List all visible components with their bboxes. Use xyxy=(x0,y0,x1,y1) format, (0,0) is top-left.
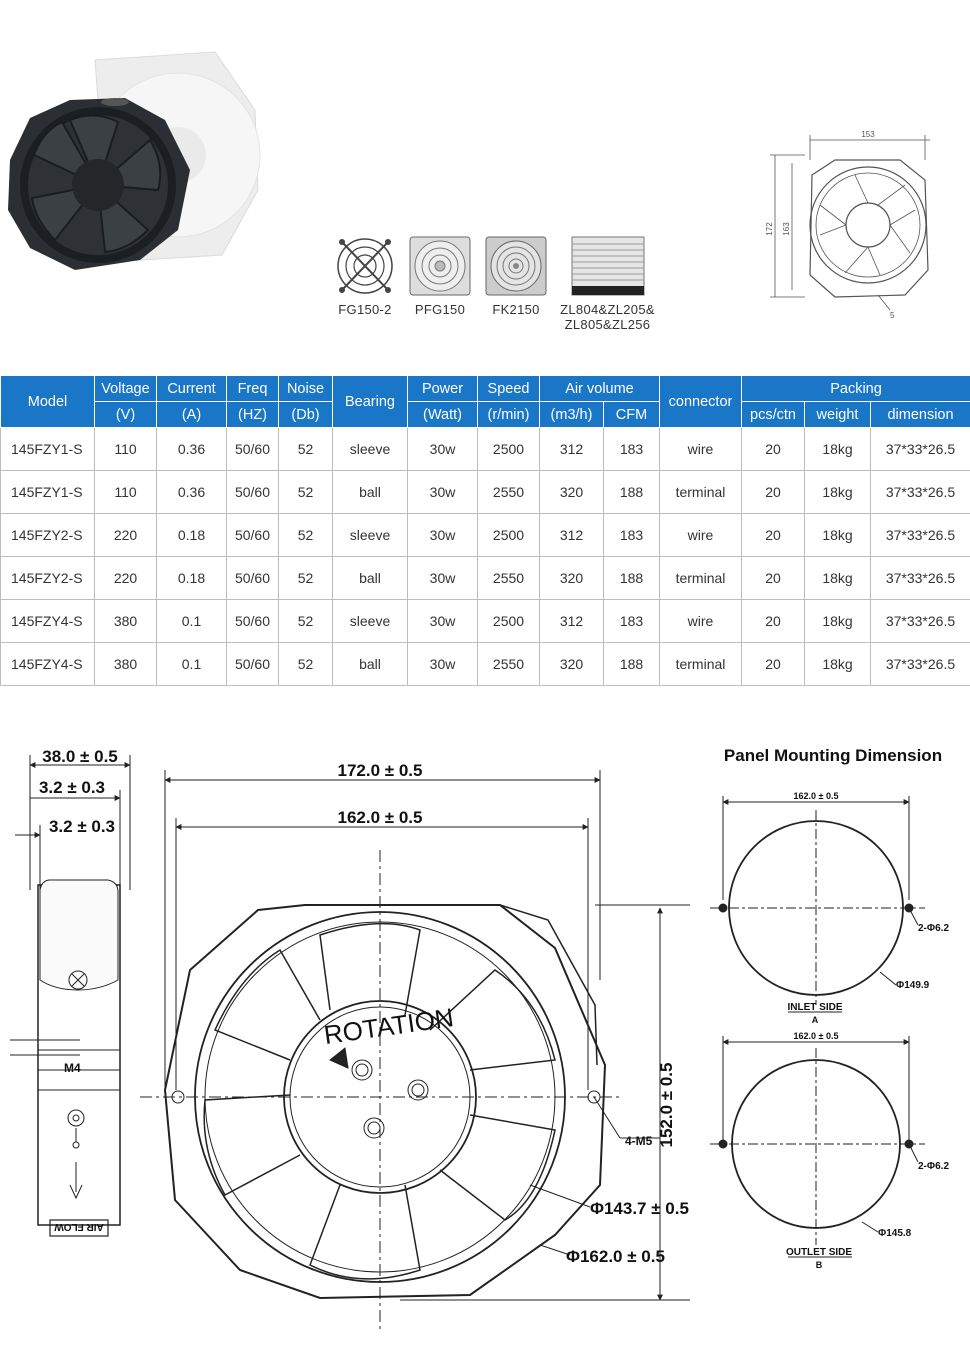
accessory-fk2150 xyxy=(481,236,551,317)
table-cell: 0.18 xyxy=(157,557,227,600)
technical-drawings xyxy=(0,730,970,1350)
plastic-finger-guard-icon xyxy=(409,236,471,296)
table-cell: wire xyxy=(660,428,742,471)
table-cell: 0.36 xyxy=(157,471,227,514)
side-airflow-label: AIR FLOW xyxy=(54,1221,104,1232)
header-power-unit: (Watt) xyxy=(408,402,478,428)
table-cell: 37*33*26.5 xyxy=(871,643,970,686)
side-dim-38: 38.0 ± 0.5 xyxy=(42,747,118,766)
header-m3h: (m3/h) xyxy=(540,402,604,428)
table-cell: terminal xyxy=(660,643,742,686)
outlet-letter: B xyxy=(815,1260,823,1270)
table-cell: 52 xyxy=(279,557,333,600)
table-cell: 50/60 xyxy=(227,471,279,514)
table-cell: 2550 xyxy=(478,643,540,686)
table-cell: 320 xyxy=(540,643,604,686)
table-cell: 18kg xyxy=(805,643,871,686)
front-phi-143: Φ143.7 ± 0.5 xyxy=(590,1199,689,1218)
table-cell: ball xyxy=(333,557,408,600)
header-voltage-unit: (V) xyxy=(95,402,157,428)
header-speed-unit: (r/min) xyxy=(478,402,540,428)
spec-table xyxy=(0,375,970,686)
table-cell: 145FZY4-S xyxy=(1,600,95,643)
table-cell: 183 xyxy=(604,428,660,471)
table-cell: sleeve xyxy=(333,514,408,557)
table-cell: 145FZY2-S xyxy=(1,557,95,600)
table-cell: terminal xyxy=(660,557,742,600)
finger-guard-cross-icon xyxy=(336,236,394,296)
rotation-label: ROTATION xyxy=(322,1002,456,1051)
table-cell: 2550 xyxy=(478,471,540,514)
table-cell: 2500 xyxy=(478,514,540,557)
table-row xyxy=(1,643,970,686)
table-cell: 183 xyxy=(604,600,660,643)
front-phi-162: Φ162.0 ± 0.5 xyxy=(566,1247,665,1266)
table-cell: sleeve xyxy=(333,428,408,471)
front-height: 152.0 ± 0.5 xyxy=(657,1062,676,1148)
inlet-phi: Φ149.9 xyxy=(896,980,930,991)
fan-guard-icon xyxy=(485,236,547,296)
panel-outlet-drawing xyxy=(710,1036,925,1257)
inlet-width: 162.0 ± 0.5 xyxy=(793,791,839,801)
table-cell: 380 xyxy=(95,643,157,686)
table-cell: sleeve xyxy=(333,600,408,643)
top-dimension-drawing xyxy=(760,125,930,325)
panel-title: Panel Mounting Dimension xyxy=(723,746,943,765)
table-cell: 188 xyxy=(604,471,660,514)
fan-product-photo xyxy=(0,40,270,300)
table-cell: 50/60 xyxy=(227,514,279,557)
panel-inlet-drawing xyxy=(710,796,925,1012)
header-freq-unit: (HZ) xyxy=(227,402,279,428)
table-cell: 30w xyxy=(408,600,478,643)
table-cell: 37*33*26.5 xyxy=(871,428,970,471)
table-cell: 18kg xyxy=(805,428,871,471)
table-cell: 110 xyxy=(95,428,157,471)
filter-icon xyxy=(571,236,645,296)
table-cell: 30w xyxy=(408,557,478,600)
accessory-fg150-2 xyxy=(330,236,400,317)
table-cell: 30w xyxy=(408,643,478,686)
table-cell: 145FZY2-S xyxy=(1,514,95,557)
top-height-outer-label: 172 xyxy=(765,222,774,236)
table-cell: 380 xyxy=(95,600,157,643)
table-cell: ball xyxy=(333,643,408,686)
table-row xyxy=(1,600,970,643)
table-body xyxy=(1,428,970,686)
top-hole-label: 5 xyxy=(890,311,895,320)
table-cell: 220 xyxy=(95,514,157,557)
table-cell: 18kg xyxy=(805,600,871,643)
header-speed: Speed xyxy=(478,376,540,402)
table-cell: wire xyxy=(660,514,742,557)
header-noise: Noise xyxy=(279,376,333,402)
table-cell: 320 xyxy=(540,471,604,514)
header-pcs: pcs/ctn xyxy=(742,402,805,428)
table-cell: 52 xyxy=(279,428,333,471)
accessory-label: ZL804&ZL205& xyxy=(560,302,655,317)
header-weight: weight xyxy=(805,402,871,428)
top-width-label: 153 xyxy=(861,130,875,139)
inlet-side-label: INLET SIDE xyxy=(787,1002,843,1013)
header-current: Current xyxy=(157,376,227,402)
accessory-filters xyxy=(555,236,660,332)
front-view xyxy=(140,770,690,1330)
front-width-inner: 162.0 ± 0.5 xyxy=(337,808,423,827)
table-cell: 20 xyxy=(742,428,805,471)
table-cell: 20 xyxy=(742,643,805,686)
table-cell: 20 xyxy=(742,514,805,557)
table-cell: 188 xyxy=(604,643,660,686)
table-cell: 312 xyxy=(540,428,604,471)
table-cell: 37*33*26.5 xyxy=(871,471,970,514)
table-cell: 312 xyxy=(540,514,604,557)
table-cell: terminal xyxy=(660,471,742,514)
table-cell: 2550 xyxy=(478,557,540,600)
header-current-unit: (A) xyxy=(157,402,227,428)
accessory-label: FG150-2 xyxy=(338,302,392,317)
inlet-letter: A xyxy=(811,1015,819,1025)
table-cell: 2500 xyxy=(478,428,540,471)
inlet-holes: 2-Φ6.2 xyxy=(918,923,950,934)
outlet-width: 162.0 ± 0.5 xyxy=(793,1031,839,1041)
accessory-label-2: ZL805&ZL256 xyxy=(564,317,651,332)
table-cell: 0.1 xyxy=(157,600,227,643)
table-cell: 52 xyxy=(279,514,333,557)
side-dim-3-2-b: 3.2 ± 0.3 xyxy=(48,817,116,836)
table-cell: 50/60 xyxy=(227,428,279,471)
header-model: Model xyxy=(1,376,95,428)
outlet-holes: 2-Φ6.2 xyxy=(918,1161,950,1172)
table-cell: 52 xyxy=(279,643,333,686)
front-holes-label: 4-M5 xyxy=(625,1134,653,1148)
table-cell: 145FZY4-S xyxy=(1,643,95,686)
table-row xyxy=(1,428,970,471)
table-cell: 37*33*26.5 xyxy=(871,600,970,643)
top-height-inner-label: 163 xyxy=(782,222,791,236)
table-cell: wire xyxy=(660,600,742,643)
table-subheader-row xyxy=(1,402,970,428)
table-cell: 320 xyxy=(540,557,604,600)
table-cell: 2500 xyxy=(478,600,540,643)
header-connector: connector xyxy=(660,376,742,428)
header-bearing: Bearing xyxy=(333,376,408,428)
header-power: Power xyxy=(408,376,478,402)
table-cell: 220 xyxy=(95,557,157,600)
header-noise-unit: (Db) xyxy=(279,402,333,428)
table-cell: 37*33*26.5 xyxy=(871,557,970,600)
header-dimension: dimension xyxy=(871,402,970,428)
table-cell: 37*33*26.5 xyxy=(871,514,970,557)
table-cell: 18kg xyxy=(805,514,871,557)
table-cell: 50/60 xyxy=(227,600,279,643)
table-cell: 18kg xyxy=(805,471,871,514)
table-cell: 0.18 xyxy=(157,514,227,557)
table-cell: 30w xyxy=(408,471,478,514)
table-cell: 30w xyxy=(408,428,478,471)
header-freq: Freq xyxy=(227,376,279,402)
header-air-volume: Air volume xyxy=(540,376,660,402)
table-cell: 20 xyxy=(742,471,805,514)
table-cell: 50/60 xyxy=(227,643,279,686)
side-m4-label: M4 xyxy=(64,1061,81,1075)
table-row xyxy=(1,514,970,557)
table-header-row xyxy=(1,376,970,402)
table-cell: 20 xyxy=(742,600,805,643)
table-cell: 145FZY1-S xyxy=(1,471,95,514)
table-cell: 52 xyxy=(279,600,333,643)
table-cell: 0.1 xyxy=(157,643,227,686)
accessory-pfg150 xyxy=(405,236,475,317)
accessory-label: PFG150 xyxy=(414,302,466,317)
table-row xyxy=(1,557,970,600)
table-cell: 183 xyxy=(604,514,660,557)
table-cell: 50/60 xyxy=(227,557,279,600)
table-row xyxy=(1,471,970,514)
table-cell: 20 xyxy=(742,557,805,600)
table-cell: 30w xyxy=(408,514,478,557)
table-cell: 0.36 xyxy=(157,428,227,471)
table-cell: 110 xyxy=(95,471,157,514)
outlet-phi: Φ145.8 xyxy=(878,1228,912,1239)
table-cell: 312 xyxy=(540,600,604,643)
header-cfm: CFM xyxy=(604,402,660,428)
outlet-side-label: OUTLET SIDE xyxy=(785,1247,853,1258)
accessory-label: FK2150 xyxy=(492,302,540,317)
side-dim-3-2-a: 3.2 ± 0.3 xyxy=(38,778,106,797)
table-cell: ball xyxy=(333,471,408,514)
table-cell: 18kg xyxy=(805,557,871,600)
front-width-outer: 172.0 ± 0.5 xyxy=(337,761,423,780)
table-cell: 188 xyxy=(604,557,660,600)
table-cell: 52 xyxy=(279,471,333,514)
table-cell: 145FZY1-S xyxy=(1,428,95,471)
header-voltage: Voltage xyxy=(95,376,157,402)
header-packing: Packing xyxy=(742,376,970,402)
